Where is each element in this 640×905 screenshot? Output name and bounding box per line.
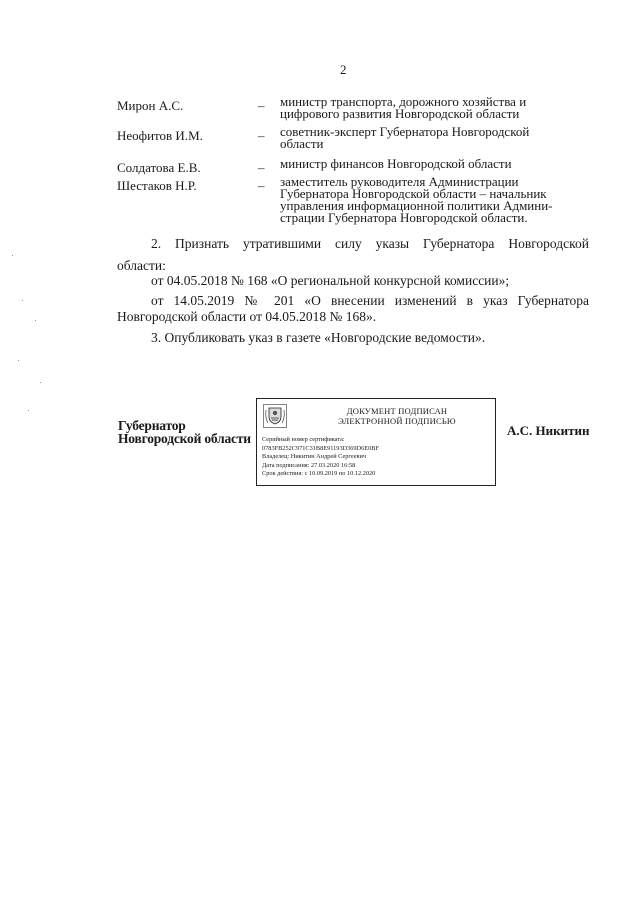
member-role (280, 176, 590, 224)
member-role (280, 126, 590, 150)
scan-speck (40, 382, 41, 383)
role-line: области (280, 136, 324, 151)
stamp-cert-serial: 0783FB252C971C31B8E91193D369D6E0BF (262, 444, 379, 452)
stamp-header-line: ДОКУМЕНТ ПОДПИСАН (346, 406, 448, 416)
role-line: страции Губернатора Новгородской области. (280, 210, 528, 225)
signatory-title-line: Новгородской области (118, 431, 251, 446)
member-name: Шестаков Н.Р. (117, 178, 197, 193)
stamp-validity: Срок действия: с 10.09.2019 по 10.12.2020 (262, 470, 376, 477)
role-line: Губернатора Новгородской области – начальник (280, 186, 547, 201)
stamp-signed-date: Дата подписания: 27.03.2020 16:58 (262, 461, 356, 469)
scan-speck (22, 300, 23, 301)
signatory-name: А.С. Никитин (507, 423, 590, 438)
scan-speck (18, 360, 19, 361)
signatory-title-line: Губернатор (118, 418, 186, 433)
role-line: управления информационной политики Админи- (280, 198, 553, 213)
stamp-header (307, 406, 487, 426)
paragraph-line: области: (117, 258, 166, 273)
member-name: Мирон А.С. (117, 98, 184, 113)
member-role (280, 158, 590, 170)
page-number: 2 (340, 62, 347, 77)
member-dash: – (258, 98, 265, 113)
electronic-signature-stamp (256, 398, 496, 486)
member-dash: – (258, 178, 265, 193)
signatory-title (118, 419, 251, 445)
member-name: Солдатова Е.В. (117, 160, 201, 175)
repealed-decree-1: от 04.05.2018 № 168 «О региональной конкурсной комиссии»; (151, 273, 510, 288)
stamp-header-line: ЭЛЕКТРОННОЙ ПОДПИСЬЮ (338, 416, 456, 426)
repealed-decree-2: от 14.05.2019 № 201 «О внесении изменений в указ Губернатора (151, 293, 589, 308)
stamp-owner: Владелец: Никитин Андрей Сергеевич (262, 453, 367, 460)
scan-speck (28, 410, 29, 411)
paragraph-line: 2. Признать утратившими силу указы Губернатора Новгородской (151, 236, 589, 251)
role-line: заместитель руководителя Администрации (280, 174, 519, 189)
member-dash: – (258, 128, 265, 143)
paragraph-publish: 3. Опубликовать указ в газете «Новгородские ведомости». (151, 330, 486, 345)
stamp-cert-label: Серийный номер сертификата: (262, 436, 345, 443)
member-role (280, 96, 590, 120)
scan-speck (35, 320, 36, 321)
member-dash: – (258, 160, 265, 175)
role-line: советник-эксперт Губернатора Новгородской (280, 124, 530, 139)
scan-speck (12, 255, 13, 256)
paragraph-line: Новгородской области от 04.05.2018 № 168». (117, 309, 377, 324)
role-line: министр финансов Новгородской области (280, 156, 512, 171)
member-name: Неофитов И.М. (117, 128, 203, 143)
role-line: министр транспорта, дорожного хозяйства и (280, 94, 527, 109)
coat-of-arms-icon (263, 404, 287, 428)
stamp-details (262, 436, 379, 479)
role-line: цифрового развития Новгородской области (280, 106, 520, 121)
